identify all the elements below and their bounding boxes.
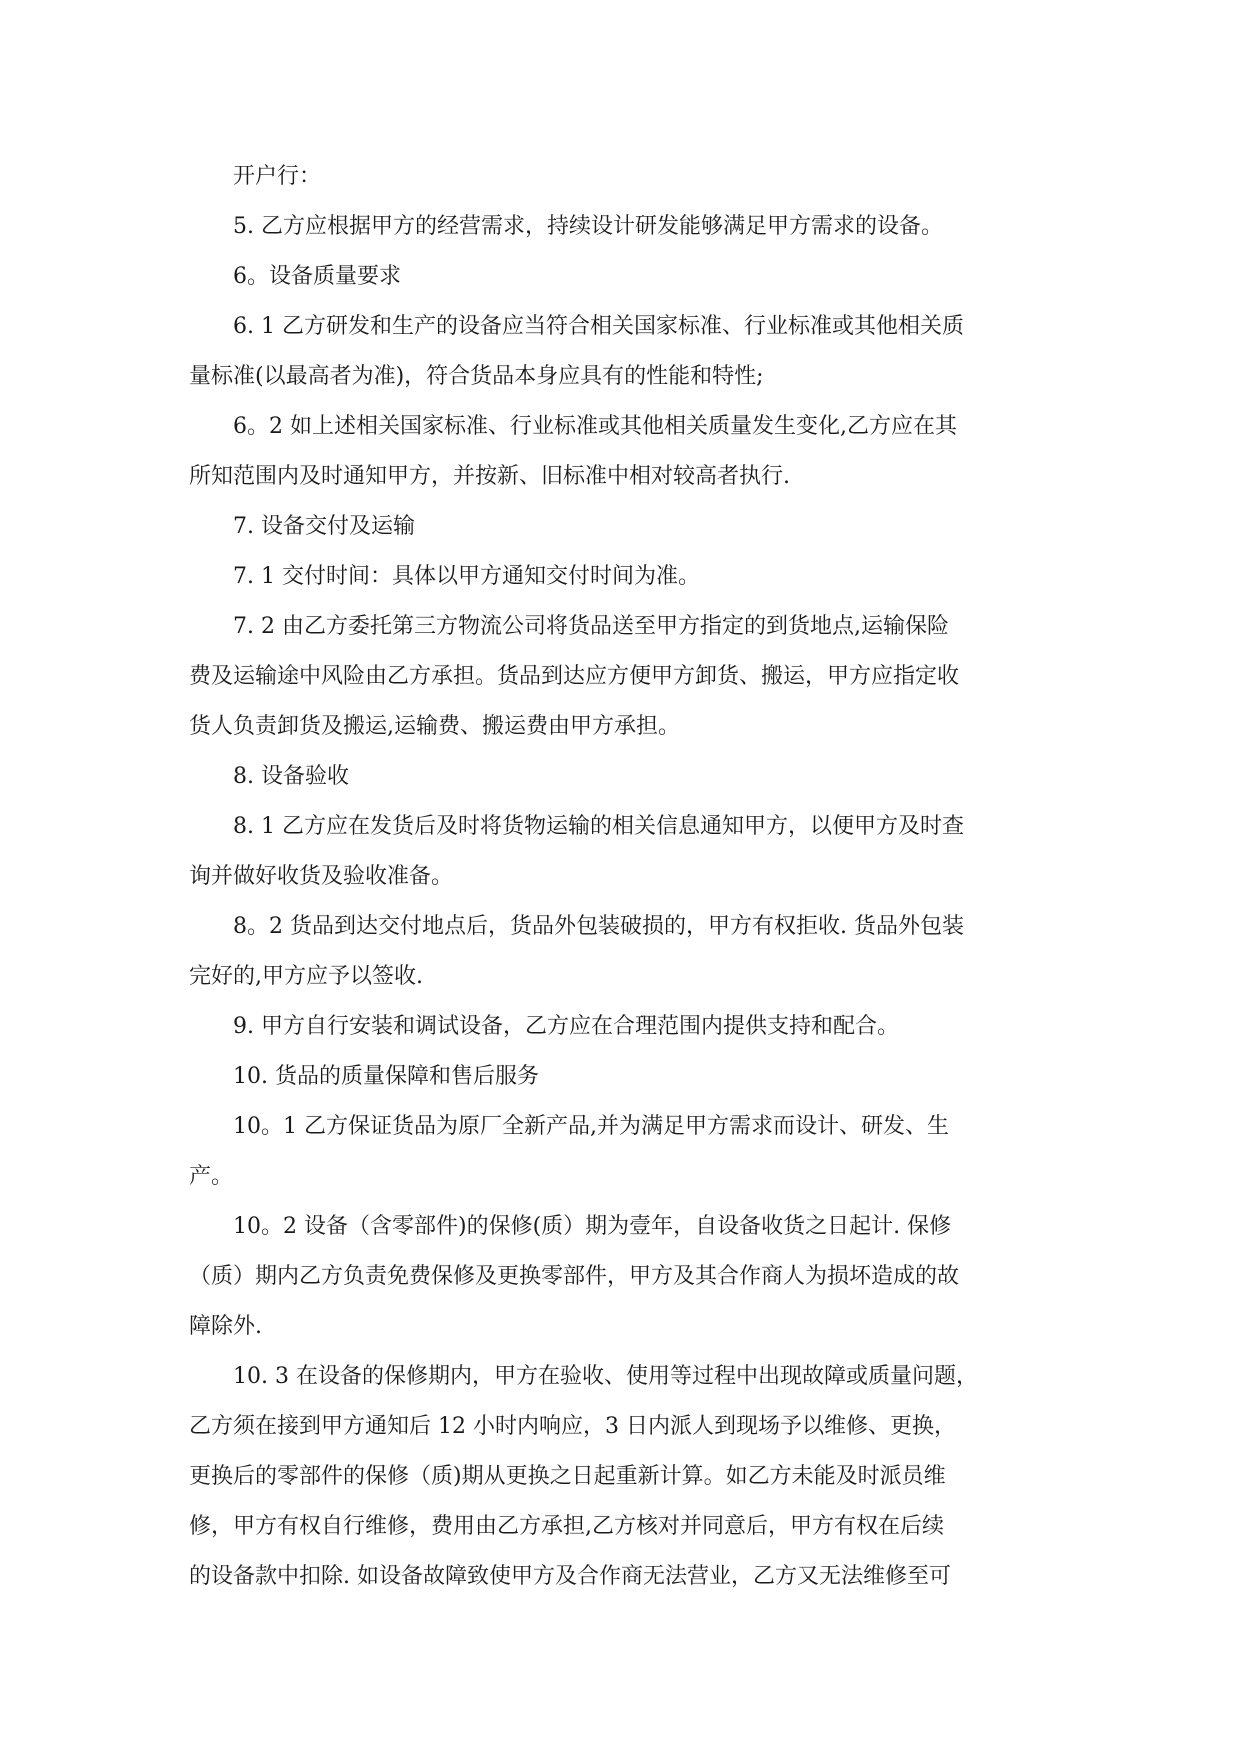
paragraph <box>189 1102 1051 1202</box>
text-line: 7. 1 交付时间：具体以甲方通知交付时间为准。 <box>233 564 700 589</box>
text-line: 修，甲方有权自行维修，费用由乙方承担,乙方核对并同意后，甲方有权在后续 <box>189 1514 944 1539</box>
text-line: 完好的,甲方应予以签收. <box>189 964 423 989</box>
text-line: 询并做好收货及验收准备。 <box>189 864 454 889</box>
paragraph <box>189 1352 1051 1602</box>
text-line: 货人负责卸货及搬运,运输费、搬运费由甲方承担。 <box>189 714 680 739</box>
text-line: 6. 1 乙方研发和生产的设备应当符合相关国家标准、行业标准或其他相关质 <box>233 314 964 339</box>
paragraph <box>189 902 1051 1002</box>
text-line: 10。2 设备（含零部件)的保修(质）期为壹年，自设备收货之日起计. 保修 <box>233 1214 952 1239</box>
paragraph <box>189 402 1051 502</box>
paragraph <box>189 202 1051 252</box>
paragraph <box>189 1202 1051 1352</box>
text-line: 10. 货品的质量保障和售后服务 <box>233 1064 539 1089</box>
text-line: 的设备款中扣除. 如设备故障致使甲方及合作商无法营业，乙方又无法维修至可 <box>189 1564 951 1589</box>
paragraph <box>189 1052 1051 1102</box>
text-line: 8。2 货品到达交付地点后，货品外包装破损的，甲方有权拒收. 货品外包装 <box>233 914 964 939</box>
text-line: 产。 <box>189 1164 234 1189</box>
text-line: 量标准(以最高者为准)，符合货品本身应具有的性能和特性; <box>189 364 764 389</box>
text-line: 8. 设备验收 <box>233 764 349 789</box>
paragraph <box>189 802 1051 902</box>
paragraph <box>189 252 1051 302</box>
paragraph <box>189 502 1051 552</box>
text-line: 7. 2 由乙方委托第三方物流公司将货品送至甲方指定的到货地点,运输保险 <box>233 614 949 639</box>
text-line: 10。1 乙方保证货品为原厂全新产品,并为满足甲方需求而设计、研发、生 <box>233 1114 949 1139</box>
text-line: 费及运输途中风险由乙方承担。货品到达应方便甲方卸货、搬运，甲方应指定收 <box>189 664 960 689</box>
text-line: 开户行： <box>233 164 322 189</box>
text-line: （质）期内乙方负责免费保修及更换零部件，甲方及其合作商人为损坏造成的故 <box>189 1264 960 1289</box>
text-line: 6。设备质量要求 <box>233 264 401 289</box>
paragraph <box>189 552 1051 602</box>
text-line: 所知范围内及时通知甲方，并按新、旧标准中相对较高者执行. <box>189 464 790 489</box>
text-line: 7. 设备交付及运输 <box>233 514 415 539</box>
paragraph <box>189 152 1051 202</box>
text-line: 8. 1 乙方应在发货后及时将货物运输的相关信息通知甲方，以便甲方及时查 <box>233 814 964 839</box>
text-line: 5. 乙方应根据甲方的经营需求，持续设计研发能够满足甲方需求的设备。 <box>233 214 943 239</box>
text-line: 9. 甲方自行安装和调试设备，乙方应在合理范围内提供支持和配合。 <box>233 1014 899 1039</box>
text-line: 乙方须在接到甲方通知后 12 小时内响应，3 日内派人到现场予以维修、更换， <box>189 1414 956 1439</box>
paragraph <box>189 752 1051 802</box>
text-line: 更换后的零部件的保修（质)期从更换之日起重新计算。如乙方未能及时派员维 <box>189 1464 946 1489</box>
text-line: 障除外. <box>189 1314 262 1339</box>
document-page <box>189 152 1051 1602</box>
paragraph <box>189 602 1051 752</box>
text-line: 6。2 如上述相关国家标准、行业标准或其他相关质量发生变化,乙方应在其 <box>233 414 957 439</box>
text-line: 10. 3 在设备的保修期内，甲方在验收、使用等过程中出现故障或质量问题， <box>233 1364 978 1389</box>
paragraph <box>189 1002 1051 1052</box>
paragraph <box>189 302 1051 402</box>
